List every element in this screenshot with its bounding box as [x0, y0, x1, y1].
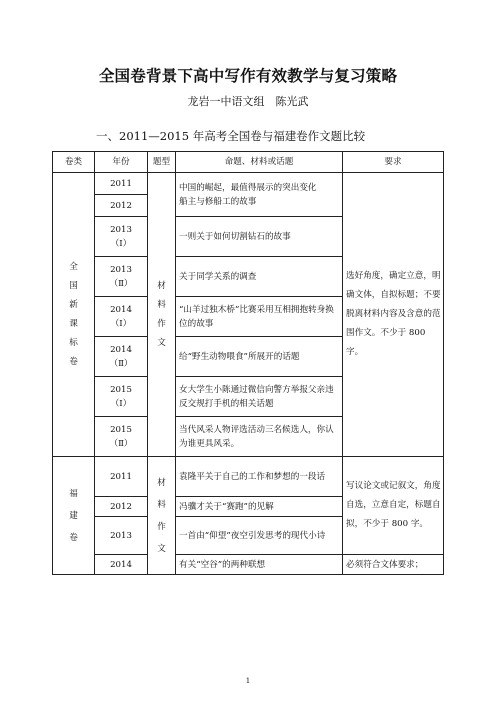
year-cell: 2014 （Ⅱ） — [95, 337, 148, 377]
year-cell: 2012 — [95, 195, 148, 217]
topic-cell: 冯骥才关于“赛跑”的见解 — [176, 497, 343, 517]
requirement-cell-national: 选好角度，确定立意，明确文体，自拟标题；不要脱离材料内容及含意的范围作文。不少于 800 字。 — [343, 173, 444, 457]
topic-cell: 当代风采人物评选活动三名候选人，你认为谁更具风采。 — [176, 417, 343, 457]
topic-cell: 袁隆平关于自己的工作和梦想的一段话 — [176, 457, 343, 497]
section-heading: 一、2011—2015 年高考全国卷与福建卷作文题比较 — [96, 129, 366, 143]
table-row — [53, 173, 444, 195]
header-cell: 要求 — [343, 152, 444, 173]
header-cell: 命题、材料或话题 — [176, 152, 343, 173]
year-cell: 2014 （Ⅰ） — [95, 297, 148, 337]
table-row — [53, 457, 444, 497]
year-cell: 2013 （Ⅱ） — [95, 257, 148, 297]
header-cell: 年份 — [95, 152, 148, 173]
table-row — [53, 555, 444, 575]
type-cell-fujian: 材料作文 — [148, 457, 176, 575]
category-cell-national: 全国新课标卷 — [53, 173, 95, 457]
year-cell: 2015 （Ⅱ） — [95, 417, 148, 457]
year-cell: 2012 — [95, 497, 148, 517]
document-title: 全国卷背景下高中写作有效教学与复习策略 — [98, 67, 398, 85]
year-cell: 2015 （Ⅰ） — [95, 377, 148, 417]
category-cell-fujian: 福建卷 — [53, 457, 95, 575]
topic-cell: 有关“空谷”的两种联想 — [176, 555, 343, 575]
page-number: 1 — [245, 677, 251, 685]
year-cell: 2011 — [95, 173, 148, 195]
table-header-row — [53, 152, 444, 173]
topic-cell: 一首由“仰望”夜空引发思考的现代小诗 — [176, 517, 343, 555]
requirement-cell-fujian: 写议论文或记叙文，角度自选，立意自定，标题自拟，不少于 800 字。 — [343, 457, 444, 555]
comparison-table — [52, 151, 444, 575]
year-cell: 2013 — [95, 517, 148, 555]
requirement-cell-fujian-2014: 必须符合文体要求； — [343, 555, 444, 575]
topic-cell: 中国的崛起，最值得展示的突出变化 船主与修船工的故事 — [176, 173, 343, 217]
topic-cell: “山羊过独木桥”比赛采用互相拥抱转身换位的故事 — [176, 297, 343, 337]
year-cell: 2011 — [95, 457, 148, 497]
topic-cell: 给“野生动物喂食”所展开的话题 — [176, 337, 343, 377]
topic-cell: 女大学生小陈通过微信向警方举报父亲违反交规打手机的相关话题 — [176, 377, 343, 417]
topic-cell: 一则关于如何切割钻石的故事 — [176, 217, 343, 257]
year-cell: 2014 — [95, 555, 148, 575]
year-cell: 2013 （Ⅰ） — [95, 217, 148, 257]
header-cell: 卷类 — [53, 152, 95, 173]
author-line: 龙岩一中语文组 陈光武 — [187, 95, 309, 108]
topic-cell: 关于同学关系的调查 — [176, 257, 343, 297]
header-cell: 题型 — [148, 152, 176, 173]
type-cell-national: 材料作文 — [148, 173, 176, 457]
